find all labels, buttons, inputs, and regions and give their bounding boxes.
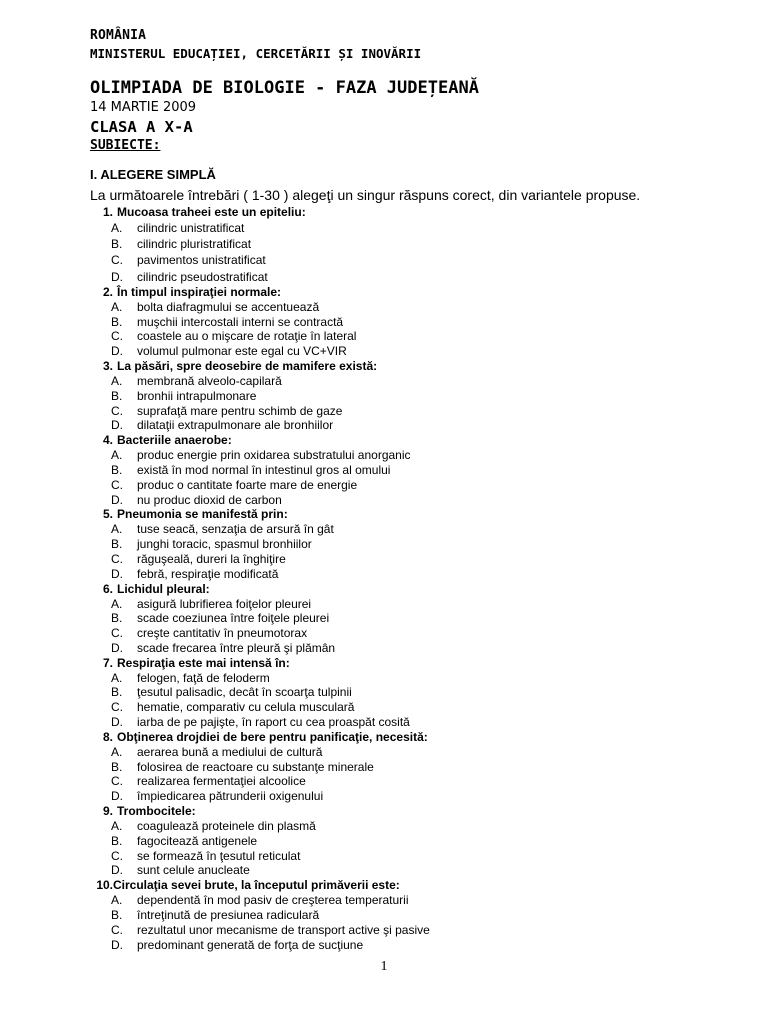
option-letter: D. xyxy=(111,269,123,284)
option-letter: A. xyxy=(111,819,123,834)
answer-option xyxy=(90,389,750,404)
answer-option xyxy=(90,923,750,938)
class-heading: CLASA A X-A xyxy=(90,118,193,136)
option-text: rezultatul unor mecanisme de transport active şi pasive xyxy=(137,922,430,937)
option-letter: C. xyxy=(111,403,123,418)
question-2 xyxy=(90,285,750,359)
option-text: volumul pulmonar este egal cu VC+VIR xyxy=(137,344,347,359)
option-text: scade frecarea între pleură şi plămân xyxy=(137,640,336,655)
subjects-label: SUBIECTE: xyxy=(90,138,161,153)
answer-option xyxy=(90,329,750,344)
option-letter: D. xyxy=(111,418,123,433)
answer-option xyxy=(90,269,750,285)
option-text: muşchii intercostali interni se contractă xyxy=(137,314,344,329)
option-letter: C. xyxy=(111,626,123,641)
option-letter: B. xyxy=(111,611,123,626)
option-text: junghi toracic, spasmul bronhiilor xyxy=(137,537,312,552)
question-9 xyxy=(90,804,750,878)
question-stem xyxy=(90,804,750,819)
answer-option xyxy=(90,863,750,878)
question-number: 5. xyxy=(102,507,113,522)
option-letter: A. xyxy=(111,893,123,908)
option-text: realizarea fermentaţiei alcoolice xyxy=(137,774,306,789)
answer-option xyxy=(90,834,750,849)
option-letter: D. xyxy=(111,566,123,581)
option-letter: D. xyxy=(111,344,123,359)
option-text: membrană alveolo-capilară xyxy=(137,373,282,388)
section-title: I. ALEGERE SIMPLĂ xyxy=(90,167,216,182)
answer-option xyxy=(90,685,750,700)
option-text: cilindric unistratificat xyxy=(137,221,245,235)
option-letter: C. xyxy=(111,329,123,344)
question-text: Trombocitele: xyxy=(117,804,196,819)
option-letter: C. xyxy=(111,774,123,789)
option-text: creşte cantitativ în pneumotorax xyxy=(137,626,308,641)
question-number: 2. xyxy=(102,284,113,299)
question-stem xyxy=(90,359,750,374)
option-text: cilindric pseudostratificat xyxy=(137,269,268,284)
answer-option xyxy=(90,300,750,315)
option-text: febră, respiraţie modificată xyxy=(137,566,279,581)
option-text: împiedicarea pătrunderii oxigenului xyxy=(137,789,324,804)
option-text: dilataţii extrapulmonare ale bronhiilor xyxy=(137,418,334,433)
question-1 xyxy=(90,205,750,285)
question-number: 3. xyxy=(102,358,113,373)
option-text: produc o cantitate foarte mare de energie xyxy=(137,477,358,492)
answer-option xyxy=(90,567,750,582)
option-letter: B. xyxy=(111,314,123,329)
option-text: nu produc dioxid de carbon xyxy=(137,492,282,507)
option-letter: B. xyxy=(111,237,123,252)
option-text: există în mod normal în intestinul gros al omului xyxy=(137,462,391,477)
answer-option xyxy=(90,700,750,715)
question-text: Respiraţia este mai intensă în: xyxy=(117,655,290,670)
answer-option xyxy=(90,671,750,686)
answer-option xyxy=(90,893,750,908)
option-text: predominant generată de forţa de sucţiune xyxy=(137,937,364,952)
option-text: coagulează proteinele din plasmă xyxy=(137,819,316,834)
option-letter: A. xyxy=(111,448,123,463)
exam-date: 14 MARTIE 2009 xyxy=(90,100,197,115)
answer-option xyxy=(90,418,750,433)
option-letter: A. xyxy=(111,221,123,235)
answer-option xyxy=(90,611,750,626)
option-letter: B. xyxy=(111,537,123,552)
question-7 xyxy=(90,656,750,730)
question-text: La păsări, spre deosebire de mamifere există: xyxy=(117,358,378,373)
question-text: Mucoasa traheei este un epiteliu: xyxy=(117,205,306,219)
option-letter: A. xyxy=(111,373,123,388)
question-stem xyxy=(90,582,750,597)
document-title: OLIMPIADA DE BIOLOGIE - FAZA JUDEȚEANĂ xyxy=(90,78,479,98)
question-10 xyxy=(90,878,750,952)
option-letter: B. xyxy=(111,462,123,477)
question-5 xyxy=(90,507,750,581)
option-text: bronhii intrapulmonare xyxy=(137,388,257,403)
option-letter: D. xyxy=(111,492,123,507)
question-number: 1. xyxy=(102,205,113,219)
option-letter: B. xyxy=(111,685,123,700)
option-letter: A. xyxy=(111,670,123,685)
option-letter: C. xyxy=(111,922,123,937)
question-stem xyxy=(90,730,750,745)
question-number: 7. xyxy=(102,655,113,670)
option-text: se formează în ţesutul reticulat xyxy=(137,848,301,863)
option-text: folosirea de reactoare cu substanţe minerale xyxy=(137,759,374,774)
answer-option xyxy=(90,849,750,864)
question-4 xyxy=(90,433,750,507)
answer-option xyxy=(90,715,750,730)
answer-option xyxy=(90,745,750,760)
answer-option xyxy=(90,344,750,359)
option-text: ţesutul palisadic, decât în scoarţa tulpinii xyxy=(137,685,352,700)
answer-option xyxy=(90,522,750,537)
answer-option xyxy=(90,315,750,330)
question-number: 10. xyxy=(96,878,113,893)
answer-option xyxy=(90,220,750,236)
option-text: suprafaţă mare pentru schimb de gaze xyxy=(137,403,343,418)
country-heading: ROMÂNIA xyxy=(90,28,147,43)
answer-option xyxy=(90,537,750,552)
option-letter: A. xyxy=(111,299,123,314)
option-letter: B. xyxy=(111,908,123,923)
answer-option xyxy=(90,478,750,493)
answer-option xyxy=(90,597,750,612)
option-text: întreţinută de presiunea radiculară xyxy=(137,908,320,923)
answer-option xyxy=(90,552,750,567)
answer-option xyxy=(90,404,750,419)
option-letter: B. xyxy=(111,833,123,848)
answer-option xyxy=(90,493,750,508)
answer-option xyxy=(90,463,750,478)
question-text: Lichidul pleural: xyxy=(117,581,210,596)
section-instruction: La următoarele întrebări ( 1-30 ) alegeţi un singur răspuns corect, din variantele propuse. xyxy=(90,187,641,203)
question-stem xyxy=(90,205,750,220)
option-letter: A. xyxy=(111,744,123,759)
answer-option xyxy=(90,760,750,775)
answer-option xyxy=(90,819,750,834)
option-text: dependentă în mod pasiv de creşterea temperaturii xyxy=(137,893,409,908)
option-letter: C. xyxy=(111,551,123,566)
question-text: În timpul inspiraţiei normale: xyxy=(117,284,282,299)
answer-option xyxy=(90,252,750,268)
question-stem xyxy=(90,433,750,448)
question-list xyxy=(90,205,750,952)
option-text: asigură lubrifierea foiţelor pleurei xyxy=(137,596,312,611)
option-letter: D. xyxy=(111,937,123,952)
question-stem xyxy=(90,878,750,893)
option-text: scade coeziunea între foiţele pleurei xyxy=(137,611,330,626)
option-letter: D. xyxy=(111,715,123,730)
question-number: 8. xyxy=(102,729,113,744)
question-8 xyxy=(90,730,750,804)
question-text: Circulaţia sevei brute, la începutul primăverii este: xyxy=(113,878,400,893)
answer-option xyxy=(90,236,750,252)
question-6 xyxy=(90,582,750,656)
option-text: bolta diafragmului se accentuează xyxy=(137,299,320,314)
answer-option xyxy=(90,789,750,804)
option-letter: D. xyxy=(111,640,123,655)
answer-option xyxy=(90,938,750,953)
option-letter: D. xyxy=(111,863,123,878)
option-letter: B. xyxy=(111,759,123,774)
page-number: 1 xyxy=(380,959,388,974)
option-letter: D. xyxy=(111,789,123,804)
option-letter: C. xyxy=(111,848,123,863)
option-text: iarba de pe pajişte, în raport cu cea proaspăt cosită xyxy=(137,715,410,730)
question-number: 9. xyxy=(102,804,113,819)
question-stem xyxy=(90,285,750,300)
option-text: hematie, comparativ cu celula musculară xyxy=(137,700,355,715)
question-number: 6. xyxy=(102,581,113,596)
option-letter: C. xyxy=(111,700,123,715)
option-letter: A. xyxy=(111,596,123,611)
answer-option xyxy=(90,774,750,789)
option-text: fagocitează antigenele xyxy=(137,833,258,848)
ministry-heading: MINISTERUL EDUCAȚIEI, CERCETĂRII ȘI INOVĂRII xyxy=(90,46,422,61)
answer-option xyxy=(90,626,750,641)
option-text: aerarea bună a mediului de cultură xyxy=(137,744,323,759)
answer-option xyxy=(90,448,750,463)
option-letter: A. xyxy=(111,522,123,537)
question-text: Pneumonia se manifestă prin: xyxy=(117,507,288,522)
option-text: sunt celule anucleate xyxy=(137,863,250,878)
option-text: cilindric pluristratificat xyxy=(137,237,252,252)
option-text: produc energie prin oxidarea substratului anorganic xyxy=(137,448,411,463)
option-letter: C. xyxy=(111,477,123,492)
question-stem xyxy=(90,656,750,671)
option-text: pavimentos unistratificat xyxy=(137,253,266,268)
answer-option xyxy=(90,641,750,656)
option-text: coastele au o mişcare de rotaţie în lateral xyxy=(137,329,357,344)
option-letter: B. xyxy=(111,388,123,403)
option-text: răguşeală, dureri la înghiţire xyxy=(137,551,286,566)
question-stem xyxy=(90,507,750,522)
question-3 xyxy=(90,359,750,433)
option-text: felogen, faţă de feloderm xyxy=(137,670,270,685)
question-text: Bacteriile anaerobe: xyxy=(117,433,232,448)
option-letter: C. xyxy=(111,253,123,268)
question-number: 4. xyxy=(102,433,113,448)
option-text: tuse seacă, senzaţia de arsură în gât xyxy=(137,522,334,537)
answer-option xyxy=(90,908,750,923)
question-text: Obţinerea drojdiei de bere pentru panificaţie, necesită: xyxy=(117,729,428,744)
answer-option xyxy=(90,374,750,389)
